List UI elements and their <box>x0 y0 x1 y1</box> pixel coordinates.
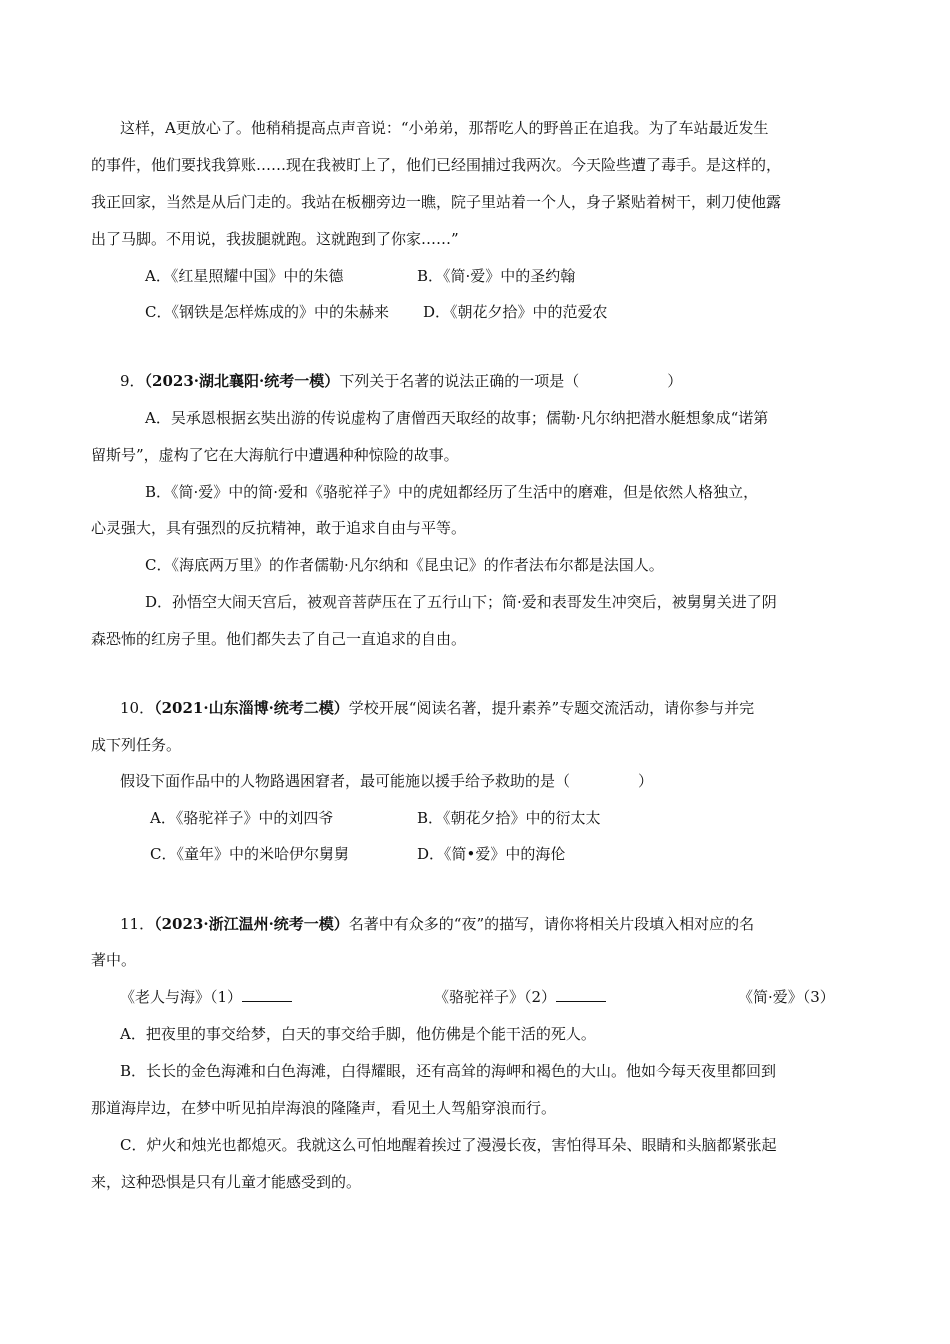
q9-option-d-line-2: 森恐怖的红房子里。他们都失去了自己一直追求的自由。 <box>91 630 467 648</box>
q9-option-b-line-1[interactable]: B．《简·爱》中的简·爱和《骆驼祥子》中的虎妞都经历了生活中的磨难，但是依然人格独立， <box>145 483 759 501</box>
q8-option-a[interactable]: A．《红星照耀中国》中的朱德 <box>145 267 344 285</box>
q9-header <box>120 371 682 391</box>
q11-number: 11． <box>120 915 155 933</box>
q11-stem-2: 著中。 <box>91 951 137 969</box>
q10-stem-1: 学校开展“阅读名著，提升素养”专题交流活动，请你参与并完 <box>348 699 755 717</box>
q10-source: （2021·山东淄博·统考二模） <box>154 699 349 717</box>
q9-option-a-line-2: 留斯号”，虚构了它在大海航行中遭遇种种惊险的故事。 <box>91 446 459 464</box>
q11-blank-2: 《骆驼祥子》（2） <box>434 987 606 1007</box>
q11-header <box>120 914 754 934</box>
q10-number: 10． <box>120 699 155 717</box>
q8-passage-line-4: 出了马脚。不用说，我拔腿就跑。这就跑到了你家……” <box>91 230 459 248</box>
q8-passage-line-3: 我正回家，当然是从后门走的。我站在板棚旁边一瞧，院子里站着一个人，身子紧贴着树干，刺刀使他露 <box>91 193 782 211</box>
q10-header <box>120 698 754 718</box>
q9-number: 9． <box>120 372 145 390</box>
q9-option-c[interactable]: C．《海底两万里》的作者儒勒·凡尔纳和《昆虫记》的作者法布尔都是法国人。 <box>145 556 664 574</box>
q11-source: （2023·浙江温州·统考一模） <box>154 915 349 933</box>
q8-passage-line-1: 这样，A更放心了。他稍稍提高点声音说：“小弟弟，那帮吃人的野兽正在追我。为了车站最近发生 <box>120 119 769 137</box>
q8-option-c[interactable]: C．《钢铁是怎样炼成的》中的朱赫来 <box>145 303 389 321</box>
q9-stem: 下列关于名著的说法正确的一项是（ <box>339 372 580 390</box>
q10-option-b[interactable]: B．《朝花夕拾》中的衍太太 <box>417 809 601 827</box>
q10-option-c[interactable]: C．《童年》中的米哈伊尔舅舅 <box>150 845 349 863</box>
q8-passage-line-2: 的事件，他们要找我算账……现在我被盯上了，他们已经围捕过我两次。今天险些遭了毒手。是这样的， <box>91 156 782 174</box>
q10-option-a[interactable]: A．《骆驼祥子》中的刘四爷 <box>150 809 334 827</box>
q10-option-d[interactable]: D．《简•爱》中的海伦 <box>417 845 566 863</box>
q11-blank-2-line[interactable] <box>556 987 606 1002</box>
q10-sub-question: 假设下面作品中的人物路遇困窘者，最可能施以援手给予救助的是（ ） <box>120 772 654 790</box>
q9-option-a-line-1[interactable]: A．吴承恩根据玄奘出游的传说虚构了唐僧西天取经的故事；儒勒·凡尔纳把潜水艇想象成“诺第 <box>145 409 769 427</box>
q11-option-b-line-2: 那道海岸边，在梦中听见拍岸海浪的隆隆声，看见土人驾船穿浪而行。 <box>91 1099 557 1117</box>
q11-option-b-line-1: B．长长的金色海滩和白色海滩，白得耀眼，还有高耸的海岬和褐色的大山。他如今每天夜里都回到 <box>120 1062 777 1080</box>
q9-option-b-line-2: 心灵强大，具有强烈的反抗精神，敢于追求自由与平等。 <box>91 519 467 537</box>
q11-blank-3[interactable]: 《简·爱》（3） <box>738 988 835 1006</box>
q11-option-c-line-2: 来，这种恐惧是只有儿童才能感受到的。 <box>91 1173 362 1191</box>
q10-stem-2: 成下列任务。 <box>91 736 182 754</box>
q11-blank-1: 《老人与海》（1） <box>120 987 292 1007</box>
q9-source: （2023·湖北襄阳·统考一模） <box>144 372 340 390</box>
q11-stem-1: 名著中有众多的“夜”的描写，请你将相关片段填入相对应的名 <box>348 915 755 933</box>
q11-option-a: A．把夜里的事交给梦，白天的事交给手脚，他仿佛是个能干活的死人。 <box>120 1025 596 1043</box>
q9-option-d-line-1[interactable]: D．孙悟空大闹天宫后，被观音菩萨压在了五行山下；简·爱和表哥发生冲突后，被舅舅关进了阴 <box>145 593 777 611</box>
q9-close: ） <box>667 372 683 390</box>
q8-option-d[interactable]: D．《朝花夕拾》中的范爱农 <box>423 303 608 321</box>
q11-blank-1-line[interactable] <box>242 987 292 1002</box>
q8-option-b[interactable]: B．《简·爱》中的圣约翰 <box>417 267 576 285</box>
q11-option-c-line-1: C．炉火和烛光也都熄灭。我就这么可怕地醒着挨过了漫漫长夜，害怕得耳朵、眼睛和头脑都紧张起 <box>120 1136 777 1154</box>
